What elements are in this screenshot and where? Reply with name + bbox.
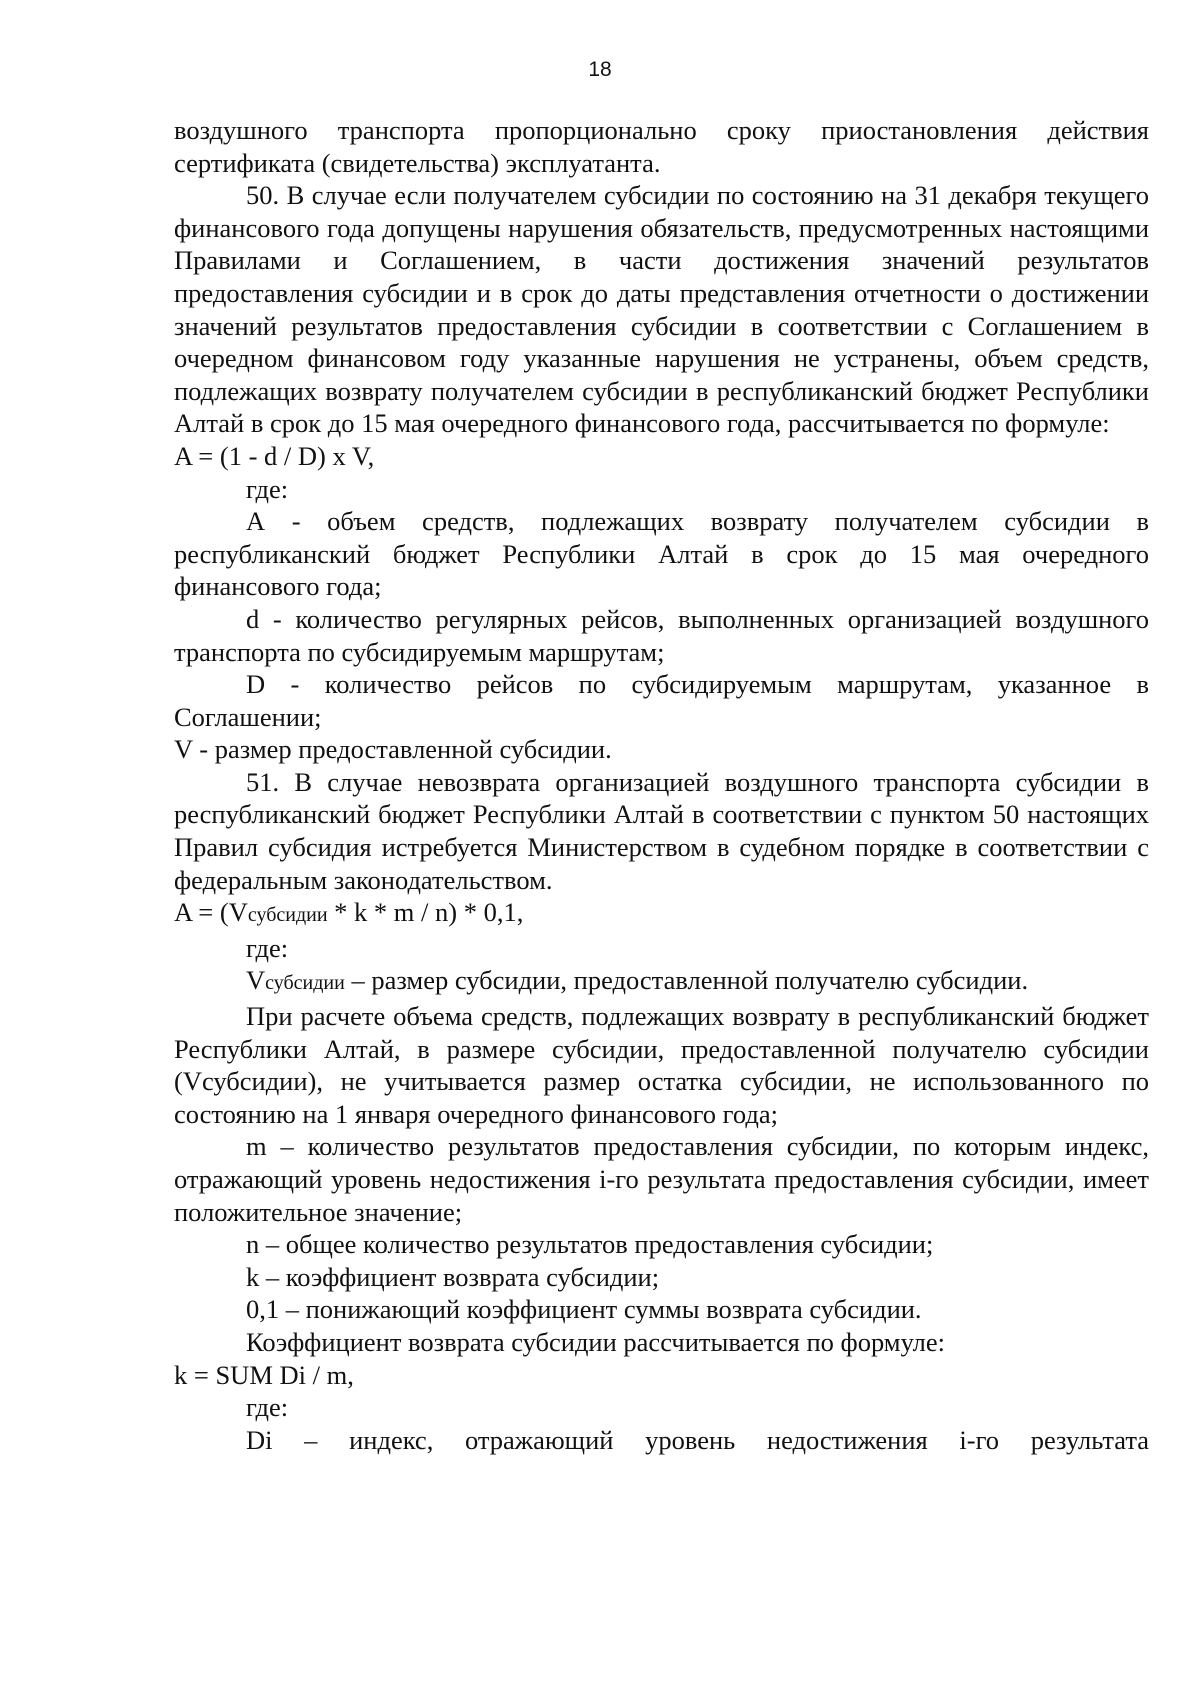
def-v-letter: V xyxy=(246,965,266,996)
def-v-sub: субсидии xyxy=(265,972,345,995)
paragraph-continuation: воздушного транспорта пропорционально сроку приостановления действия сертификата (свидетельства) эксплуатанта. xyxy=(174,115,1149,178)
definition-a: А - объем средств, подлежащих возврату получателем субсидии в республиканский бюджет Республики Алтай в срок до 15 мая очередного финансового года; xyxy=(174,506,1149,602)
formula-penalty-sub: субсидии xyxy=(247,904,328,927)
definition-v: V - размер предоставленной субсидии. xyxy=(174,734,612,765)
paragraph-coefficient: Коэффициент возврата субсидии рассчитывается по формуле: xyxy=(246,1326,946,1357)
definition-n: n – общее количество результатов предоставления субсидии; xyxy=(246,1229,934,1260)
definition-di: Di – индекс, отражающий уровень недостижения i-го результата xyxy=(246,1424,1149,1455)
formula-return-volume: A = (1 - d / D) x V, xyxy=(174,440,375,471)
where-label: где: xyxy=(246,1392,289,1423)
definition-m: m – количество результатов предоставления субсидии, по которым индекс, отражающий уровень недостижения i-го результата предоставления субсидии, имеет положительное значение; xyxy=(174,1131,1149,1227)
def-v-rest: – размер субсидии, предоставленной получателю субсидии. xyxy=(344,965,1029,996)
paragraph-50: 50. В случае если получателем субсидии по состоянию на 31 декабря текущего финансового года допущены нарушения обязательств, предусмотренных настоящими Правилами и Соглашением, в части достижения значений результатов предоставления субсидии и в срок до даты представления отчетности о достижении значений результатов предоставления субсидии в соответствии с Соглашением в очередном финансовом году указанные нарушения не устранены, объем средств, подлежащих возврату получателем субсидии в республиканский бюджет Республики Алтай в срок до 15 мая очередного финансового года, рассчитывается по формуле: xyxy=(174,180,1149,439)
where-label: где: xyxy=(246,473,289,504)
formula-penalty xyxy=(174,896,1149,932)
paragraph-calculation: При расчете объема средств, подлежащих возврату в республиканский бюджет Республики Алтай, в размере субсидии, предоставленной получателю субсидии (Vсубсидии), не учитывается размер остатка субсидии, не использованного по состоянию на 1 января очередного финансового года; xyxy=(174,1001,1149,1129)
definition-d-capital: D - количество рейсов по субсидируемым маршрутам, указанное в Соглашении; xyxy=(174,669,1149,732)
definition-d-small: d - количество регулярных рейсов, выполненных организацией воздушного транспорта по субсидируемым маршрутам; xyxy=(174,603,1149,667)
document-body xyxy=(174,114,1149,1456)
formula-penalty-post: * k * m / n) * 0,1, xyxy=(327,897,524,928)
page-number: 18 xyxy=(588,58,612,81)
definition-k: k – коэффициент возврата субсидии; xyxy=(246,1261,660,1292)
where-label: где: xyxy=(246,932,289,963)
definition-coefficient: 0,1 – понижающий коэффициент суммы возврата субсидии. xyxy=(246,1294,922,1325)
formula-k: k = SUM Di / m, xyxy=(174,1359,354,1390)
formula-penalty-pre: A = (V xyxy=(174,897,248,928)
paragraph-51: 51. В случае невозврата организацией воздушного транспорта субсидии в республиканский бюджет Республики Алтай в соответствии с пунктом 50 настоящих Правил субсидия истребуется Министерством в судебном порядке в соответствии с федеральным законодательством. xyxy=(174,766,1149,895)
definition-v-subsidy xyxy=(174,964,1149,1000)
